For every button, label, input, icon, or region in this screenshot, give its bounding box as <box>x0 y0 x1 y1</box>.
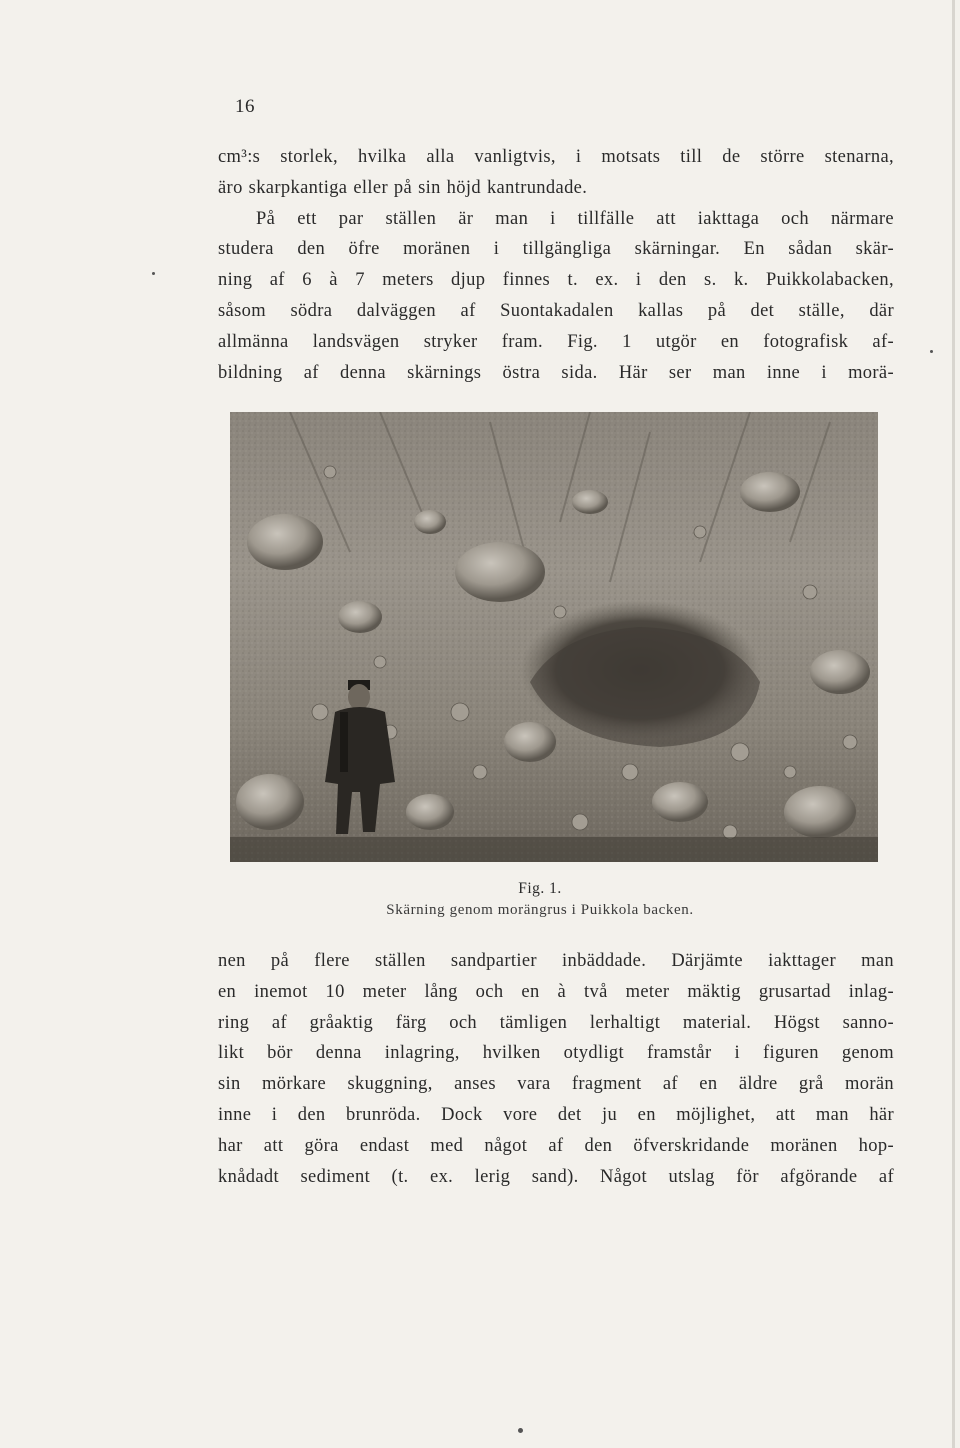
gravel-cutting-photo <box>230 412 878 862</box>
figure-photograph <box>230 412 878 862</box>
paragraph-1 <box>218 142 894 388</box>
text-line: knådadt sediment (t. ex. lerig sand). Något utslag för afgörande af <box>218 1166 894 1187</box>
text-line: sin mörkare skuggning, anses vara fragment af en äldre grå morän <box>218 1074 894 1095</box>
print-speck <box>518 1428 523 1433</box>
text-line: På ett par ställen är man i tillfälle att iakttaga och närmare <box>256 208 894 229</box>
text-line: cm³:s storlek, hvilka alla vanligtvis, i motsats till de större stenarna, <box>218 147 894 167</box>
paragraph-2 <box>218 946 894 1192</box>
text-line: ning af 6 à 7 meters djup finnes t. ex. i den s. k. Puikkolabacken, <box>218 270 894 291</box>
text-line: har att göra endast med något af den öfverskridande moränen hop- <box>218 1135 894 1156</box>
page-edge <box>952 0 955 1448</box>
figure-label: Fig. 1. <box>518 880 562 897</box>
text-line-part: äro skarpkantiga eller på sin höjd kantrundade. <box>218 177 588 198</box>
text-line: likt bör denna inlagring, hvilken otydligt framstår i figuren genom <box>218 1043 894 1064</box>
text-line: allmänna landsvägen stryker fram. Fig. 1 utgör en fotografisk af- <box>218 331 894 352</box>
text-line: nen på flere ställen sandpartier inbäddade. Därjämte iakttager man <box>218 951 894 971</box>
text-line: såsom södra dalväggen af Suontakadalen kallas på det ställe, där <box>218 300 894 321</box>
figure-caption: Skärning genom morängrus i Puikkola backen. <box>386 902 694 918</box>
text-line: studera den öfre moränen i tillgängliga skärningar. En sådan skär- <box>218 239 894 260</box>
text-line: en inemot 10 meter lång och en à två meter mäktig grusartad inlag- <box>218 981 894 1002</box>
text-line: inne i den brunröda. Dock vore det ju en möjlighet, att man här <box>218 1104 894 1125</box>
print-speck <box>930 350 933 353</box>
text-line: ring af gråaktig färg och tämligen lerhaltigt material. Högst sanno- <box>218 1012 894 1033</box>
print-speck <box>152 272 155 275</box>
text-line: bildning af denna skärnings östra sida. Här ser man inne i morä- <box>218 362 894 383</box>
text-line <box>218 173 894 204</box>
page-number: 16 <box>235 96 255 117</box>
